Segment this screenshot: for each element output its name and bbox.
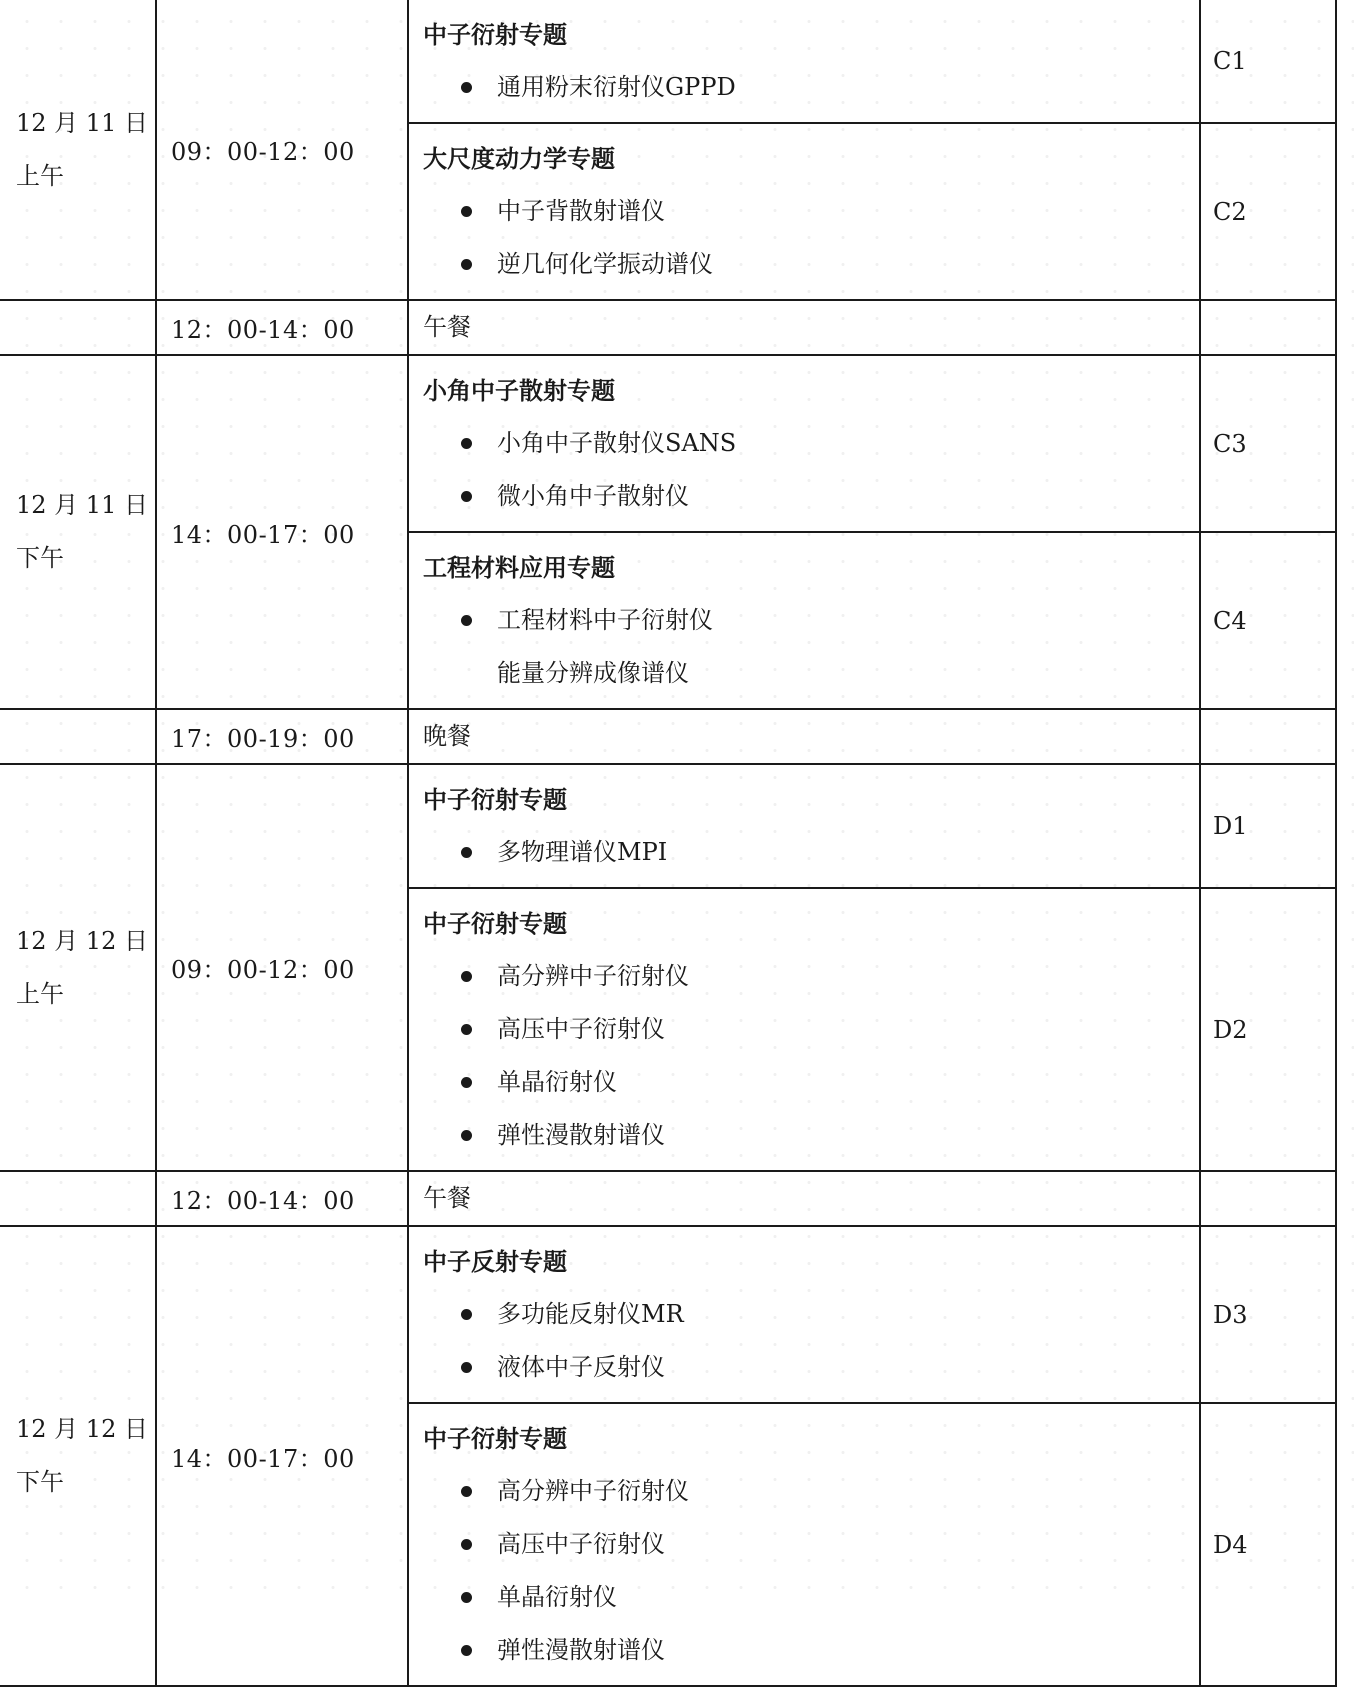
time-cell: 17：00-19：00 xyxy=(156,709,408,764)
topic-cell xyxy=(408,764,1200,888)
topic-cell xyxy=(408,355,1200,532)
instrument-label: 微小角中子散射仪 xyxy=(497,482,689,510)
instrument-item xyxy=(423,1624,1199,1677)
topic-block xyxy=(423,124,1199,299)
room-cell: C2 xyxy=(1200,123,1336,300)
session-row xyxy=(0,1226,1336,1403)
meal-label: 晚餐 xyxy=(423,722,471,750)
date-cell xyxy=(0,764,156,1171)
topic-title: 中子衍射专题 xyxy=(423,909,567,938)
session-row xyxy=(0,355,1336,532)
topic-cell xyxy=(408,888,1200,1171)
room-cell-empty xyxy=(1200,300,1336,355)
room-cell-empty xyxy=(1200,709,1336,764)
meal-cell xyxy=(408,709,1200,764)
session-period: 下午 xyxy=(16,1468,64,1496)
bullet-icon xyxy=(461,438,472,449)
bullet-icon xyxy=(461,1077,472,1088)
topic-cell xyxy=(408,532,1200,709)
time-cell: 14：00-17：00 xyxy=(156,355,408,709)
instrument-item xyxy=(423,1109,1199,1162)
bullet-icon xyxy=(461,206,472,217)
bullet-icon xyxy=(461,491,472,502)
topic-title: 中子衍射专题 xyxy=(423,1424,567,1453)
instrument-item xyxy=(423,1341,1199,1394)
instrument-label: 中子背散射谱仪 xyxy=(497,197,665,225)
topic-title: 工程材料应用专题 xyxy=(423,553,615,582)
bullet-icon xyxy=(461,1362,472,1373)
instrument-label: 弹性漫散射谱仪 xyxy=(497,1636,665,1664)
bullet-icon xyxy=(461,971,472,982)
date-cell xyxy=(0,0,156,300)
instrument-label: 多物理谱仪MPI xyxy=(497,838,668,866)
room-cell: D3 xyxy=(1200,1226,1336,1403)
instrument-label: 通用粉末衍射仪GPPD xyxy=(497,73,736,101)
bullet-icon xyxy=(461,1592,472,1603)
room-cell: D1 xyxy=(1200,764,1336,888)
topic-block xyxy=(423,765,1199,887)
topic-block xyxy=(423,1404,1199,1685)
bullet-icon xyxy=(461,82,472,93)
bullet-icon xyxy=(461,847,472,858)
session-row xyxy=(0,764,1336,888)
time-cell: 09：00-12：00 xyxy=(156,0,408,300)
meal-label: 午餐 xyxy=(423,313,471,341)
bullet-icon xyxy=(461,1539,472,1550)
instrument-item xyxy=(423,1056,1199,1109)
instrument-label: 高分辨中子衍射仪 xyxy=(497,1477,689,1505)
instrument-label: 高分辨中子衍射仪 xyxy=(497,962,689,990)
instrument-item xyxy=(423,594,1199,647)
session-period: 上午 xyxy=(16,161,64,190)
date-cell xyxy=(0,355,156,709)
instrument-label: 多功能反射仪MR xyxy=(497,1300,684,1328)
topic-title: 中子反射专题 xyxy=(423,1247,567,1276)
room-cell: D2 xyxy=(1200,888,1336,1171)
topic-block xyxy=(423,533,1199,708)
topic-title: 中子衍射专题 xyxy=(423,785,567,814)
time-cell: 12：00-14：00 xyxy=(156,1171,408,1226)
session-period: 上午 xyxy=(16,979,64,1008)
topic-title: 小角中子散射专题 xyxy=(423,376,615,405)
instrument-label: 高压中子衍射仪 xyxy=(497,1530,665,1558)
session-period: 下午 xyxy=(16,544,64,572)
session-date: 12 月 11 日 xyxy=(16,491,148,519)
meal-row xyxy=(0,709,1336,764)
topic-block xyxy=(423,0,1199,122)
topic-cell xyxy=(408,1403,1200,1686)
bullet-icon xyxy=(461,1645,472,1656)
bullet-icon xyxy=(461,615,472,626)
instrument-label: 液体中子反射仪 xyxy=(497,1353,665,1381)
instrument-item xyxy=(423,1288,1199,1341)
instrument-label: 小角中子散射仪SANS xyxy=(497,429,737,457)
instrument-label: 单晶衍射仪 xyxy=(497,1583,617,1611)
instrument-item xyxy=(423,417,1199,470)
instrument-label: 高压中子衍射仪 xyxy=(497,1015,665,1043)
instrument-item xyxy=(423,238,1199,291)
instrument-item xyxy=(423,185,1199,238)
session-date: 12 月 12 日 xyxy=(16,1415,148,1443)
bullet-icon xyxy=(461,259,472,270)
topic-cell xyxy=(408,0,1200,123)
instrument-item xyxy=(423,950,1199,1003)
instrument-label: 弹性漫散射谱仪 xyxy=(497,1121,665,1149)
instrument-item xyxy=(423,470,1199,523)
meal-cell xyxy=(408,1171,1200,1226)
date-cell-empty xyxy=(0,300,156,355)
session-row xyxy=(0,0,1336,123)
instrument-item xyxy=(423,1571,1199,1624)
meal-label: 午餐 xyxy=(423,1184,471,1212)
topic-title: 中子衍射专题 xyxy=(423,20,567,49)
session-date: 12 月 12 日 xyxy=(16,926,148,955)
date-cell xyxy=(0,1226,156,1686)
topic-block xyxy=(423,1227,1199,1402)
topic-cell xyxy=(408,1226,1200,1403)
date-cell-empty xyxy=(0,1171,156,1226)
bullet-icon xyxy=(461,1130,472,1141)
time-cell: 12：00-14：00 xyxy=(156,300,408,355)
topic-cell xyxy=(408,123,1200,300)
instrument-item xyxy=(423,826,1199,879)
meal-row xyxy=(0,1171,1336,1226)
topic-block xyxy=(423,356,1199,531)
topic-block xyxy=(423,889,1199,1170)
room-cell: C3 xyxy=(1200,355,1336,532)
instrument-label: 单晶衍射仪 xyxy=(497,1068,617,1096)
meal-cell xyxy=(408,300,1200,355)
instrument-item xyxy=(423,1465,1199,1518)
instrument-item xyxy=(423,647,1199,700)
bullet-icon xyxy=(461,1309,472,1320)
session-date: 12 月 11 日 xyxy=(16,108,148,137)
meal-row xyxy=(0,300,1336,355)
instrument-item xyxy=(423,61,1199,114)
room-cell: C1 xyxy=(1200,0,1336,123)
date-cell-empty xyxy=(0,709,156,764)
instrument-label: 逆几何化学振动谱仪 xyxy=(497,250,713,278)
room-cell: D4 xyxy=(1200,1403,1336,1686)
bullet-icon xyxy=(461,1024,472,1035)
bullet-icon xyxy=(461,1486,472,1497)
instrument-item xyxy=(423,1518,1199,1571)
room-cell: C4 xyxy=(1200,532,1336,709)
instrument-item xyxy=(423,1003,1199,1056)
instrument-label: 工程材料中子衍射仪 xyxy=(497,606,713,634)
instrument-label: 能量分辨成像谱仪 xyxy=(497,659,689,687)
time-cell: 09：00-12：00 xyxy=(156,764,408,1171)
room-cell-empty xyxy=(1200,1171,1336,1226)
topic-title: 大尺度动力学专题 xyxy=(423,144,615,173)
time-cell: 14：00-17：00 xyxy=(156,1226,408,1686)
